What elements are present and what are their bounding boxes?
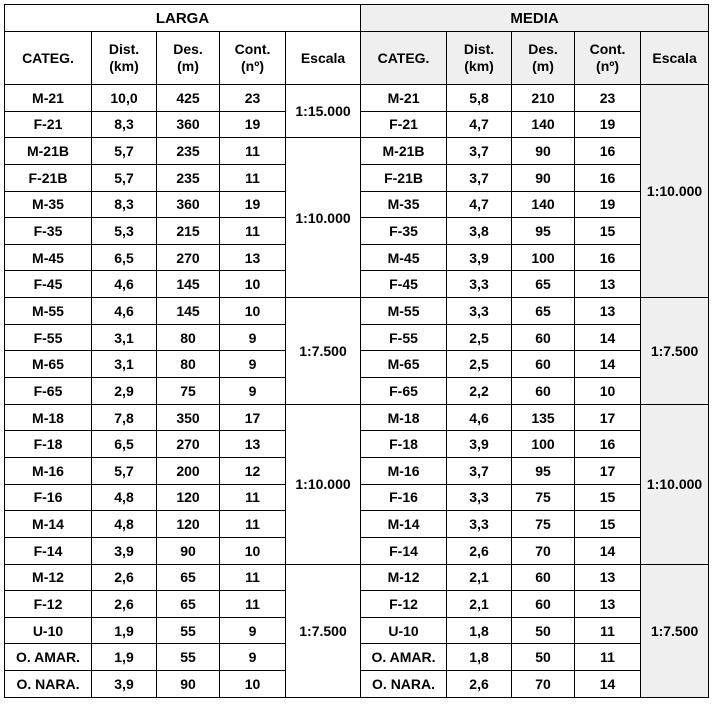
media-distance-cell: 3,8 [447,218,512,245]
media-scale-cell: 1:7.500 [641,298,709,405]
header-line: Des. [528,41,558,57]
larga-category-cell: M-12 [5,564,92,591]
larga-controls-cell: 11 [220,591,286,618]
media-category-cell: O. AMAR. [361,644,447,671]
larga-distance-cell: 4,6 [92,298,157,325]
larga-elevation-cell: 55 [157,617,220,644]
media-distance-cell: 3,9 [447,431,512,458]
larga-controls-cell: 11 [220,164,286,191]
media-elevation-cell: 140 [512,191,575,218]
media-elevation-cell: 90 [512,164,575,191]
media-distance-cell: 3,9 [447,244,512,271]
media-scale-cell: 1:10.000 [641,404,709,564]
media-category-cell: F-35 [361,218,447,245]
larga-distance-cell: 8,3 [92,111,157,138]
media-elevation-cell: 75 [512,511,575,538]
media-distance-cell: 2,2 [447,378,512,405]
media-category-cell: M-45 [361,244,447,271]
media-distance-cell: 2,1 [447,564,512,591]
larga-scale-cell: 1:7.500 [286,298,361,405]
media-elevation-cell: 100 [512,244,575,271]
media-elevation-cell: 70 [512,537,575,564]
media-distance-cell: 2,5 [447,351,512,378]
larga-controls-cell: 10 [220,671,286,698]
media-controls-cell: 16 [575,431,641,458]
larga-controls-cell: 11 [220,484,286,511]
media-category-cell: M-18 [361,404,447,431]
larga-controls-cell: 13 [220,431,286,458]
larga-distance-cell: 4,8 [92,511,157,538]
larga-category-cell: M-21B [5,138,92,165]
media-elevation-cell: 95 [512,457,575,484]
larga-category-cell: F-16 [5,484,92,511]
larga-elevation-cell: 235 [157,138,220,165]
media-elevation-cell: 90 [512,138,575,165]
media-des-header [512,32,575,85]
larga-controls-cell: 9 [220,324,286,351]
larga-distance-cell: 6,5 [92,431,157,458]
larga-category-cell: M-21 [5,85,92,112]
media-controls-cell: 15 [575,484,641,511]
media-distance-cell: 4,6 [447,404,512,431]
larga-distance-cell: 3,9 [92,537,157,564]
media-controls-cell: 19 [575,191,641,218]
larga-category-cell: O. AMAR. [5,644,92,671]
media-controls-cell: 11 [575,617,641,644]
media-controls-cell: 14 [575,537,641,564]
media-controls-cell: 13 [575,271,641,298]
larga-category-cell: F-12 [5,591,92,618]
larga-category-cell: O. NARA. [5,671,92,698]
larga-distance-cell: 6,5 [92,244,157,271]
larga-controls-cell: 9 [220,378,286,405]
media-elevation-cell: 75 [512,484,575,511]
larga-category-cell: F-18 [5,431,92,458]
larga-elevation-cell: 350 [157,404,220,431]
media-distance-cell: 5,8 [447,85,512,112]
larga-scale-cell: 1:7.500 [286,564,361,697]
media-cont-header [575,32,641,85]
larga-distance-cell: 5,7 [92,164,157,191]
larga-elevation-cell: 120 [157,511,220,538]
larga-controls-cell: 11 [220,218,286,245]
media-controls-cell: 14 [575,324,641,351]
media-controls-cell: 14 [575,351,641,378]
larga-category-cell: F-21B [5,164,92,191]
media-scale-cell: 1:10.000 [641,85,709,298]
table-row [5,404,709,431]
larga-elevation-cell: 270 [157,244,220,271]
larga-distance-cell: 1,9 [92,644,157,671]
larga-distance-cell: 5,7 [92,138,157,165]
media-category-cell: M-16 [361,457,447,484]
larga-category-cell: M-18 [5,404,92,431]
header-unit: (km) [109,58,139,74]
media-distance-cell: 3,3 [447,271,512,298]
media-distance-cell: 3,3 [447,298,512,325]
larga-category-cell: F-21 [5,111,92,138]
media-distance-cell: 4,7 [447,111,512,138]
larga-distance-cell: 5,3 [92,218,157,245]
header-line: Dist. [108,41,140,57]
larga-category-cell: U-10 [5,617,92,644]
table-row [5,298,709,325]
media-distance-cell: 3,7 [447,457,512,484]
media-category-cell: M-65 [361,351,447,378]
larga-category-cell: M-35 [5,191,92,218]
larga-category-cell: M-16 [5,457,92,484]
media-controls-cell: 13 [575,298,641,325]
larga-distance-cell: 3,1 [92,351,157,378]
larga-elevation-cell: 270 [157,431,220,458]
media-elevation-cell: 60 [512,324,575,351]
media-scale-cell: 1:7.500 [641,564,709,697]
larga-category-cell: F-35 [5,218,92,245]
larga-elevation-cell: 215 [157,218,220,245]
larga-scale-cell: 1:10.000 [286,138,361,298]
media-category-cell: F-16 [361,484,447,511]
larga-distance-cell: 1,9 [92,617,157,644]
larga-category-cell: M-65 [5,351,92,378]
larga-controls-cell: 9 [220,644,286,671]
media-category-cell: F-65 [361,378,447,405]
larga-elevation-cell: 235 [157,164,220,191]
larga-controls-cell: 19 [220,111,286,138]
media-elevation-cell: 60 [512,378,575,405]
larga-distance-cell: 2,9 [92,378,157,405]
media-distance-cell: 1,8 [447,617,512,644]
larga-controls-cell: 9 [220,351,286,378]
media-elevation-cell: 60 [512,351,575,378]
larga-elevation-cell: 55 [157,644,220,671]
larga-category-cell: F-14 [5,537,92,564]
media-controls-cell: 15 [575,218,641,245]
media-controls-cell: 17 [575,404,641,431]
larga-distance-cell: 2,6 [92,564,157,591]
larga-des-header [157,32,220,85]
larga-controls-cell: 10 [220,271,286,298]
media-controls-cell: 13 [575,591,641,618]
group-media: MEDIA [361,5,709,32]
larga-elevation-cell: 200 [157,457,220,484]
media-controls-cell: 17 [575,457,641,484]
header-line: Des. [173,41,203,57]
larga-controls-cell: 17 [220,404,286,431]
media-elevation-cell: 60 [512,591,575,618]
media-category-cell: M-35 [361,191,447,218]
larga-elevation-cell: 90 [157,537,220,564]
larga-distance-cell: 4,8 [92,484,157,511]
media-distance-cell: 2,6 [447,537,512,564]
larga-distance-cell: 3,9 [92,671,157,698]
media-elevation-cell: 50 [512,644,575,671]
larga-distance-cell: 2,6 [92,591,157,618]
media-category-cell: M-14 [361,511,447,538]
media-category-cell: F-12 [361,591,447,618]
header-line: Cont. [589,41,626,57]
media-category-cell: F-21 [361,111,447,138]
media-category-cell: O. NARA. [361,671,447,698]
media-controls-cell: 16 [575,138,641,165]
media-category-cell: F-21B [361,164,447,191]
media-elevation-cell: 210 [512,85,575,112]
header-unit: (km) [464,58,494,74]
media-distance-cell: 3,7 [447,138,512,165]
larga-categ-header: CATEG. [5,32,92,85]
larga-category-cell: M-45 [5,244,92,271]
header-line: Cont. [234,41,271,57]
larga-controls-cell: 11 [220,564,286,591]
media-distance-cell: 2,1 [447,591,512,618]
larga-distance-cell: 5,7 [92,457,157,484]
larga-escala-header: Escala [286,32,361,85]
media-elevation-cell: 140 [512,111,575,138]
larga-controls-cell: 13 [220,244,286,271]
media-category-cell: F-14 [361,537,447,564]
larga-controls-cell: 12 [220,457,286,484]
larga-category-cell: M-14 [5,511,92,538]
larga-category-cell: F-55 [5,324,92,351]
group-header-row [5,5,709,32]
media-distance-cell: 3,3 [447,511,512,538]
larga-elevation-cell: 75 [157,378,220,405]
larga-controls-cell: 10 [220,298,286,325]
larga-dist-header [92,32,157,85]
media-elevation-cell: 100 [512,431,575,458]
larga-elevation-cell: 360 [157,191,220,218]
larga-controls-cell: 9 [220,617,286,644]
media-controls-cell: 16 [575,244,641,271]
larga-elevation-cell: 65 [157,564,220,591]
larga-category-cell: F-65 [5,378,92,405]
larga-elevation-cell: 145 [157,298,220,325]
media-elevation-cell: 65 [512,271,575,298]
category-table [4,4,709,698]
media-distance-cell: 4,7 [447,191,512,218]
group-larga: LARGA [5,5,361,32]
larga-category-cell: M-55 [5,298,92,325]
larga-controls-cell: 11 [220,511,286,538]
media-controls-cell: 15 [575,511,641,538]
media-controls-cell: 16 [575,164,641,191]
media-elevation-cell: 135 [512,404,575,431]
header-unit: (nº) [241,58,264,74]
media-elevation-cell: 65 [512,298,575,325]
larga-elevation-cell: 90 [157,671,220,698]
larga-scale-cell: 1:15.000 [286,85,361,138]
larga-category-cell: F-45 [5,271,92,298]
larga-controls-cell: 11 [220,138,286,165]
larga-elevation-cell: 120 [157,484,220,511]
media-category-cell: M-12 [361,564,447,591]
media-controls-cell: 10 [575,378,641,405]
media-category-cell: F-18 [361,431,447,458]
media-dist-header [447,32,512,85]
media-distance-cell: 3,7 [447,164,512,191]
media-distance-cell: 1,8 [447,644,512,671]
media-controls-cell: 23 [575,85,641,112]
media-category-cell: M-21B [361,138,447,165]
table-row [5,138,709,165]
larga-distance-cell: 4,6 [92,271,157,298]
header-unit: (m) [177,58,199,74]
larga-distance-cell: 8,3 [92,191,157,218]
table-row [5,85,709,112]
larga-elevation-cell: 360 [157,111,220,138]
larga-cont-header [220,32,286,85]
media-category-cell: F-45 [361,271,447,298]
media-category-cell: U-10 [361,617,447,644]
media-distance-cell: 3,3 [447,484,512,511]
media-escala-header: Escala [641,32,709,85]
larga-elevation-cell: 80 [157,324,220,351]
media-controls-cell: 14 [575,671,641,698]
larga-elevation-cell: 80 [157,351,220,378]
larga-elevation-cell: 65 [157,591,220,618]
header-unit: (m) [532,58,554,74]
media-elevation-cell: 50 [512,617,575,644]
media-elevation-cell: 95 [512,218,575,245]
larga-elevation-cell: 425 [157,85,220,112]
column-header-row [5,32,709,85]
larga-controls-cell: 19 [220,191,286,218]
media-elevation-cell: 60 [512,564,575,591]
media-distance-cell: 2,5 [447,324,512,351]
table-row [5,564,709,591]
media-elevation-cell: 70 [512,671,575,698]
media-controls-cell: 11 [575,644,641,671]
larga-controls-cell: 23 [220,85,286,112]
header-unit: (nº) [596,58,620,74]
media-categ-header: CATEG. [361,32,447,85]
media-category-cell: F-55 [361,324,447,351]
larga-scale-cell: 1:10.000 [286,404,361,564]
larga-controls-cell: 10 [220,537,286,564]
larga-elevation-cell: 145 [157,271,220,298]
media-category-cell: M-21 [361,85,447,112]
media-controls-cell: 19 [575,111,641,138]
larga-distance-cell: 10,0 [92,85,157,112]
media-controls-cell: 13 [575,564,641,591]
media-distance-cell: 2,6 [447,671,512,698]
larga-distance-cell: 3,1 [92,324,157,351]
media-category-cell: M-55 [361,298,447,325]
larga-distance-cell: 7,8 [92,404,157,431]
header-line: Dist. [463,41,495,57]
